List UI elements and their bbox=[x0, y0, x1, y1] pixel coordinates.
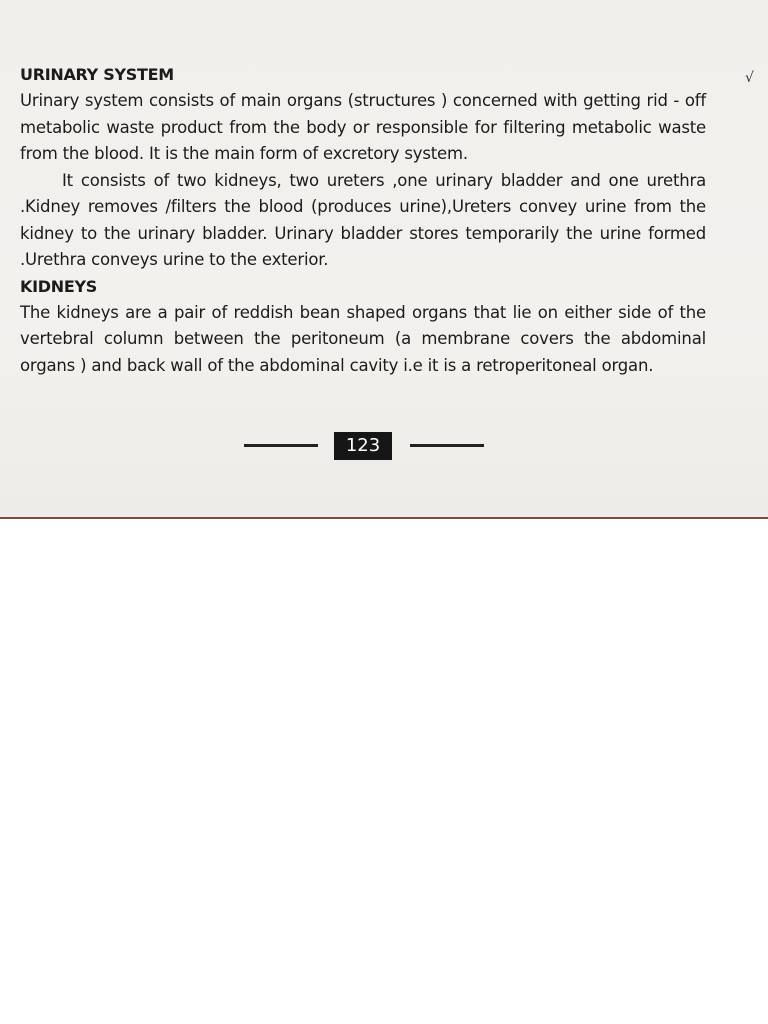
footer-rule-left bbox=[244, 444, 318, 447]
heading-urinary-system: URINARY SYSTEM bbox=[20, 65, 174, 84]
margin-check-mark: √ bbox=[745, 70, 754, 86]
page-number: 123 bbox=[334, 432, 392, 460]
body-text bbox=[20, 62, 706, 379]
paragraph-urinary-intro: Urinary system consists of main organs (structures ) concerned with getting rid - off metabolic waste product from the body or responsible for filtering metabolic waste from the blood. It is the main form of excretory system. bbox=[20, 91, 706, 163]
footer-rule-right bbox=[410, 444, 484, 447]
heading-kidneys: KIDNEYS bbox=[20, 276, 97, 296]
paragraph-kidneys: The kidneys are a pair of reddish bean shaped organs that lie on either side of the vertebral column between the peritoneum (a membrane covers the abdominal organs ) and back wall of the abdominal cavity i.e it is a retroperitoneal organ. bbox=[20, 302, 706, 375]
paragraph-urinary-components: It consists of two kidneys, two ureters ,one urinary bladder and one urethra .Kidney removes /filters the blood (produces urine),Ureters convey urine from the kidney to the urinary bladder. Urinary bladder stores temporarily the urine formed .Urethra conveys urine to the exterior. bbox=[20, 170, 706, 269]
page-footer bbox=[0, 432, 768, 462]
